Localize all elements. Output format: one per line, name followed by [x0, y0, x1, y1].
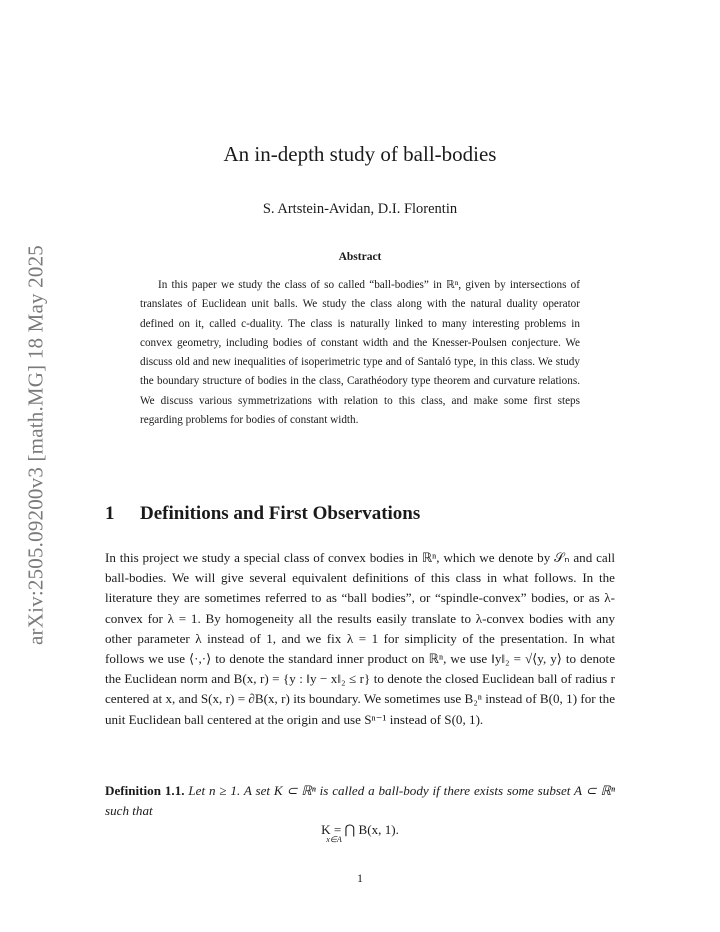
equation-subscript: x∈A [326, 835, 342, 844]
page-number: 1 [357, 871, 363, 885]
paper-title: An in-depth study of ball-bodies [223, 142, 497, 166]
section-heading [105, 503, 420, 525]
equation-main: K = ⋂ B(x, 1). [321, 822, 399, 837]
body-paragraph: In this project we study a special class of convex bodies in ℝⁿ, which we denote by 𝒮ₙ and call ball-bodies. We will give several equivalent definitions of this class in what follows. In the literature they are sometimes referred to as “ball bodies”, or “spindle-convex” bodies, or as λ-convex for λ = 1. By homogeneity all the results easily translate to λ-convex bodies with any other parameter λ instead of 1, and we fix λ = 1 for simplicity of the presentation. In what follows we use ⟨·,·⟩ to denote the standard inner product on ℝⁿ, we use ‖y‖₂ = √⟨y, y⟩ to denote the Euclidean norm and B(x, r) = {y : ‖y − x‖₂ ≤ r} to denote the closed Euclidean ball of radius r centered at x, and S(x, r) = ∂B(x, r) its boundary. We sometimes use B₂ⁿ instead of B(0, 1) for the unit Euclidean ball centered at the origin and use Sⁿ⁻¹ instead of S(0, 1). [105, 550, 615, 727]
arxiv-identifier: arXiv:2505.09200v3 [math.MG] 18 May 2025 [23, 245, 48, 645]
definition-label: Definition 1.1. [105, 783, 185, 798]
definition-statement: Let n ≥ 1. A set K ⊂ ℝⁿ is called a ball-body if there exists some subset A ⊂ ℝⁿ such that [105, 783, 615, 819]
display-equation [0, 822, 720, 844]
abstract-text: In this paper we study the class of so called “ball-bodies” in ℝⁿ, given by intersections of translates of Euclidean unit balls. We study the class along with the natural duality operator defined on it, called c-duality. The class is naturally linked to many interesting problems in convex geometry, including bodies of constant width and the Knesser-Poulsen conjecture. We discuss old and new inequalities of isoperimetric type and of Santaló type, in this class. We study the boundary structure of bodies in the class, Carathéodory type theorem and curvature relations. We discuss various symmetrizations with relation to this class, and make some first steps regarding problems for bodies of constant width. [140, 279, 580, 427]
abstract-heading: Abstract [338, 251, 382, 263]
section-title: Definitions and First Observations [140, 503, 421, 524]
paper-authors: S. Artstein-Avidan, D.I. Florentin [262, 201, 458, 217]
definition-block [105, 781, 615, 821]
section-number: 1 [105, 503, 115, 524]
